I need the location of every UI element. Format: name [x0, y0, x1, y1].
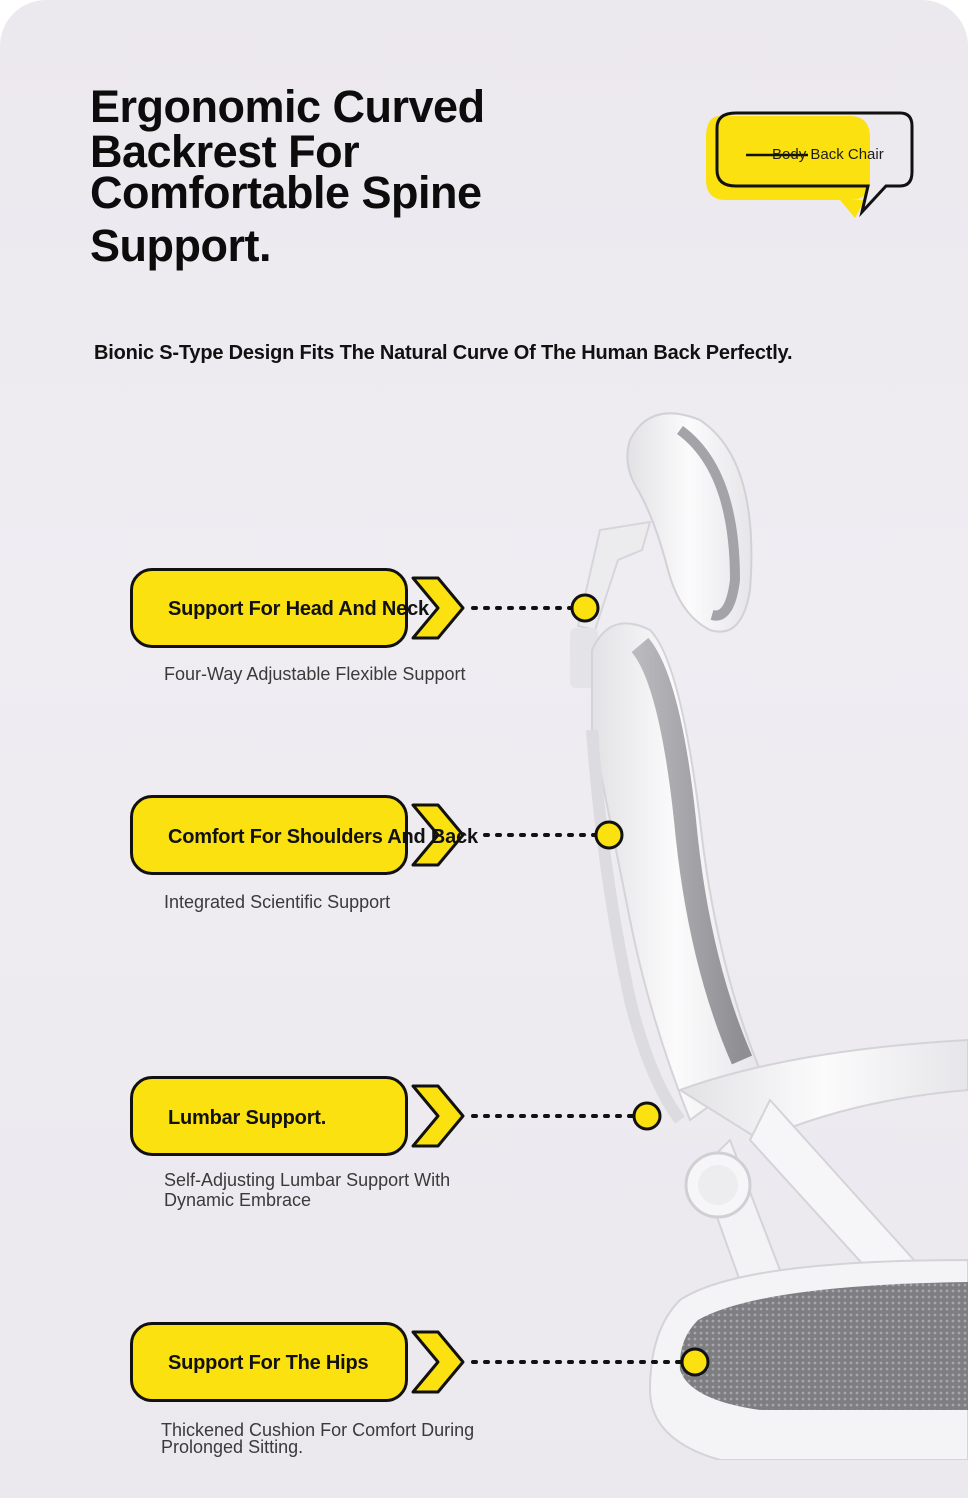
badge-label: Body Back Chair — [772, 146, 884, 163]
chevron-right-icon — [405, 568, 735, 648]
feature-description: Thickened Cushion For Comfort During Prolonged Sitting. — [161, 1420, 475, 1457]
headline-line-2: Backrest For — [90, 126, 360, 177]
dot-marker-icon — [572, 595, 598, 621]
headline-line-4: Support. — [90, 220, 271, 271]
feature-title: Support For The Hips — [168, 1352, 369, 1374]
feature-title: Support For Head And Neck — [168, 598, 429, 620]
headline-line-3: Comfortable Spine — [90, 167, 482, 218]
headline — [90, 81, 530, 271]
office-chair-illustration — [530, 400, 968, 1460]
dot-marker-icon — [682, 1349, 708, 1375]
dot-marker-icon — [596, 822, 622, 848]
subheadline: Bionic S-Type Design Fits The Natural Curve Of The Human Back Perfectly. — [94, 342, 793, 364]
speech-bubble-icon — [700, 108, 920, 226]
feature-title: Comfort For Shoulders And Back — [168, 826, 478, 848]
chevron-right-icon — [405, 1322, 735, 1402]
feature-description: Integrated Scientific Support — [164, 892, 391, 912]
dot-marker-icon — [634, 1103, 660, 1129]
headline-line-1: Ergonomic Curved — [90, 81, 485, 132]
feature-title: Lumbar Support. — [168, 1107, 327, 1129]
chevron-right-icon — [405, 1076, 735, 1156]
feature-description: Self-Adjusting Lumbar Support With Dynamic Embrace — [164, 1170, 451, 1210]
feature-description: Four-Way Adjustable Flexible Support — [164, 664, 466, 684]
